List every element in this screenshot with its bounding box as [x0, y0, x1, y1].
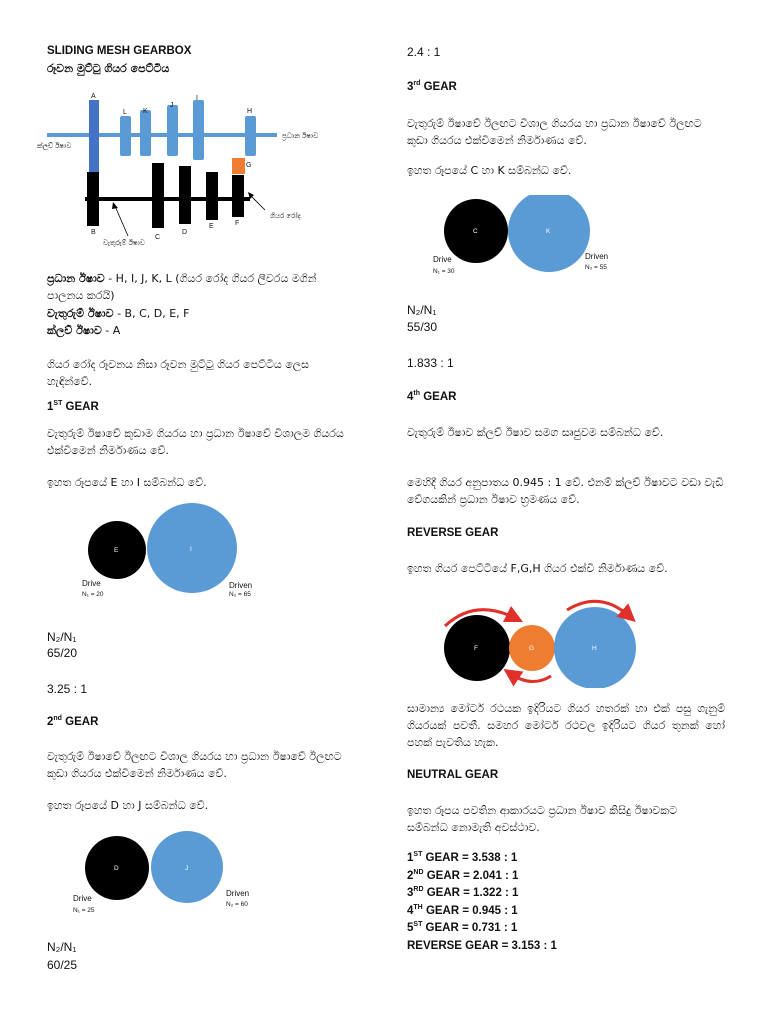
reverse-text2: සාමාන්‍ය මෝටර් රථයක ඉදිරියට ගියර හතරක් හා එක් පසු ගැනුම් ගියරයක් පවතී. සමහර මෝටර් රථවල ඉදිරියට ගියර තුනක් හෝ පහක් පැවතිය හැක. — [407, 702, 725, 749]
label-h: H — [247, 108, 253, 115]
label-b: B — [91, 229, 96, 236]
gear1-mesh-diagram — [77, 500, 307, 602]
counter-shaft — [85, 197, 250, 201]
n2-label: N₂ = 55 — [585, 264, 607, 271]
main-shaft-desc — [47, 270, 347, 304]
gear-a — [89, 100, 99, 175]
gear4-text: වැතුරුම් ඊෂාව ක්ලච් ඊෂාව සමග සෘජුවම සම්බන්ධ වේ. — [407, 426, 664, 439]
main-shaft-label: ප්‍රධාන ඊෂාව — [282, 133, 319, 140]
summary-row-5: 5ST GEAR = 0.731 : 1 — [407, 921, 518, 934]
gear-b — [87, 172, 99, 226]
reverse-text: ඉහත ගියර පෙට්ටියේ F,G,H ගියර එක්වී නිර්මාණය වේ. — [407, 562, 668, 575]
n1-label: N₁ = 30 — [433, 268, 455, 275]
neutral-heading: NEUTRAL GEAR — [407, 769, 499, 781]
drive-gear-letter: E — [114, 547, 119, 554]
n2-label: N₂ = 65 — [229, 591, 251, 598]
label-a: A — [91, 93, 96, 100]
label-f: F — [235, 220, 240, 227]
driven-gear-letter: I — [190, 546, 192, 553]
counter-shaft-gears: - B, C, D, E, F — [113, 307, 190, 320]
gear-rod-label: ගියර රෝද — [270, 213, 301, 220]
reverse-heading: REVERSE GEAR — [407, 527, 499, 539]
drive-label: Drive — [433, 255, 452, 264]
label-c: C — [155, 234, 161, 241]
gear3-fraction: 55/30 — [407, 320, 438, 334]
counter-shaft-desc — [47, 305, 347, 322]
driven-gear-i — [147, 503, 237, 593]
reverse-gear-f-letter: F — [474, 645, 478, 652]
gear3-formula: N₂/N₁ — [407, 303, 437, 317]
gear1-ratio: 3.25 : 1 — [47, 682, 88, 696]
label-j: J — [170, 102, 174, 109]
driven-label: Driven — [585, 252, 609, 261]
rotation-arrow-g — [511, 674, 551, 682]
gear1-ref: ඉහත රූපයේ E හා I සම්බන්ධ වේ. — [47, 476, 207, 489]
gear1-fraction: 65/20 — [47, 646, 78, 660]
gear-f — [232, 175, 244, 217]
gear-j — [167, 105, 178, 156]
label-l: L — [123, 109, 127, 116]
drive-gear-letter: D — [114, 865, 119, 872]
reverse-gear-diagram — [435, 596, 645, 688]
driven-gear-letter: J — [185, 865, 189, 872]
gear1-text: වැතුරුම් ඊෂාවේ කුඩාම ගියරය හා ප්‍රධාන ඊෂාවේ විශාලම ගියරය එක්වීමෙන් නිර්මාණය වේ. — [47, 427, 344, 457]
summary-row-1: 1ST GEAR = 3.538 : 1 — [407, 851, 518, 864]
summary-row-reverse: REVERSE GEAR = 3.153 : 1 — [407, 939, 557, 952]
n1-label: N₁ = 20 — [82, 591, 104, 598]
reverse-gear-g-letter: G — [529, 645, 535, 652]
drive-label: Drive — [82, 579, 101, 588]
n2-label: N₂ = 60 — [226, 901, 248, 908]
neutral-text: ඉහත රූපය පවතින ආකාරයට ප්‍රධාන ඊෂාව කිසිදු ඊෂාවකට සම්බන්ධ නොමැති අවස්ථාව. — [407, 804, 678, 834]
gear-rod-arrow — [251, 196, 265, 210]
gear4-heading: 4th GEAR — [407, 390, 457, 403]
driven-gear-letter: K — [546, 228, 551, 235]
counter-shaft-arrow — [115, 206, 128, 236]
counter-shaft-name: වැතුරුම් ඊෂාව — [47, 307, 114, 320]
gear1-heading: 1ST GEAR — [47, 400, 99, 413]
gear-ratio-summary — [407, 850, 557, 955]
main-shaft-gears: - H, I, J, K, L (ගියර රෝද ගියර ලීවරය මගින් පාලනය කරයි) — [47, 272, 317, 302]
driven-label: Driven — [226, 889, 250, 898]
doc-subtitle: රූවන මුට්ටු ගියර පෙට්ටිය — [47, 62, 170, 75]
n1-label: N₁ = 25 — [73, 907, 95, 914]
driven-label: Driven — [229, 581, 253, 590]
main-shaft — [47, 133, 277, 137]
gear3-heading: 3rd GEAR — [407, 80, 457, 93]
drive-label: Drive — [73, 894, 92, 903]
gear-g — [232, 158, 245, 174]
gear-d — [179, 166, 191, 224]
summary-row-4: 4TH GEAR = 0.945 : 1 — [407, 903, 518, 917]
gear2-heading: 2nd GEAR — [47, 715, 99, 728]
gear-e — [206, 172, 218, 220]
drive-gear-letter: C — [473, 228, 478, 235]
gear3-ref: ඉහත රූපයේ C හා K සම්බන්ධ වේ. — [407, 164, 572, 177]
label-e: E — [209, 223, 214, 230]
clutch-shaft-desc — [47, 322, 347, 339]
gear2-text: වැතුරුම් ඊෂාවේ ඊලඟට විශාල ගියරය හා ප්‍රධාන ඊෂාවේ ඊලඟට කුඩා ගියරය එක්වීමෙන් නිර්මාණය වේ. — [47, 750, 342, 780]
gearbox-diagram — [17, 88, 347, 248]
summary-row-3: 3RD GEAR = 1.322 : 1 — [407, 886, 519, 899]
intro-text: ගියර රෝද රූවනය නිසා රූවන මුට්ටු ගියර පෙට්ටිය ලෙස හැඳින්වේ. — [47, 358, 310, 388]
gear-l — [120, 116, 131, 156]
gear2-mesh-diagram — [71, 830, 311, 920]
gear-k — [140, 110, 151, 156]
clutch-shaft-label: ක්ලච් ඊෂාව — [37, 143, 72, 150]
label-k: K — [143, 108, 148, 115]
main-shaft-name: ප්‍රධාන ඊෂාව — [47, 272, 105, 285]
gear3-text: වැතුරුම් ඊෂාවේ ඊලඟට විශාල ගියරය හා ප්‍රධාන ඊෂාවේ ඊලඟට කුඩා ගියරය එක්වීමෙන් නිර්මාණය වේ. — [407, 117, 702, 147]
gear2-ratio: 2.4 : 1 — [407, 45, 441, 59]
label-i: I — [196, 95, 198, 102]
gear1-formula: N₂/N₁ — [47, 630, 77, 644]
counter-shaft-label: වැතුරුම් ඊෂාව — [103, 240, 145, 247]
gear-i — [193, 100, 204, 160]
reverse-gear-h-letter: H — [592, 645, 597, 652]
gear3-ratio: 1.833 : 1 — [407, 356, 454, 370]
gear2-fraction: 60/25 — [47, 958, 78, 972]
gear-c — [152, 163, 164, 228]
clutch-shaft-gears: - A — [101, 324, 121, 337]
gear4-text2: මෙහිදී ගියර අනුපාතය 0.945 : 1 වේ. එනම් ක්ලච් ඊෂාවට වඩා වැඩි වේගයකින් ප්‍රධාන ඊෂාව භ්‍රමණය වේ. — [407, 476, 724, 506]
gear2-ref: ඉහත රූපයේ D හා J සම්බන්ධ වේ. — [47, 799, 209, 812]
label-d: D — [182, 229, 188, 236]
gear2-formula: N₂/N₁ — [47, 940, 77, 954]
clutch-shaft-name: ක්ලච් ඊෂාව — [47, 324, 102, 337]
summary-row-2: 2ND GEAR = 2.041 : 1 — [407, 868, 519, 882]
gear3-mesh-diagram — [429, 195, 649, 277]
label-g: G — [246, 162, 252, 169]
gear-h — [245, 116, 256, 156]
doc-title: SLIDING MESH GEARBOX — [47, 45, 192, 57]
